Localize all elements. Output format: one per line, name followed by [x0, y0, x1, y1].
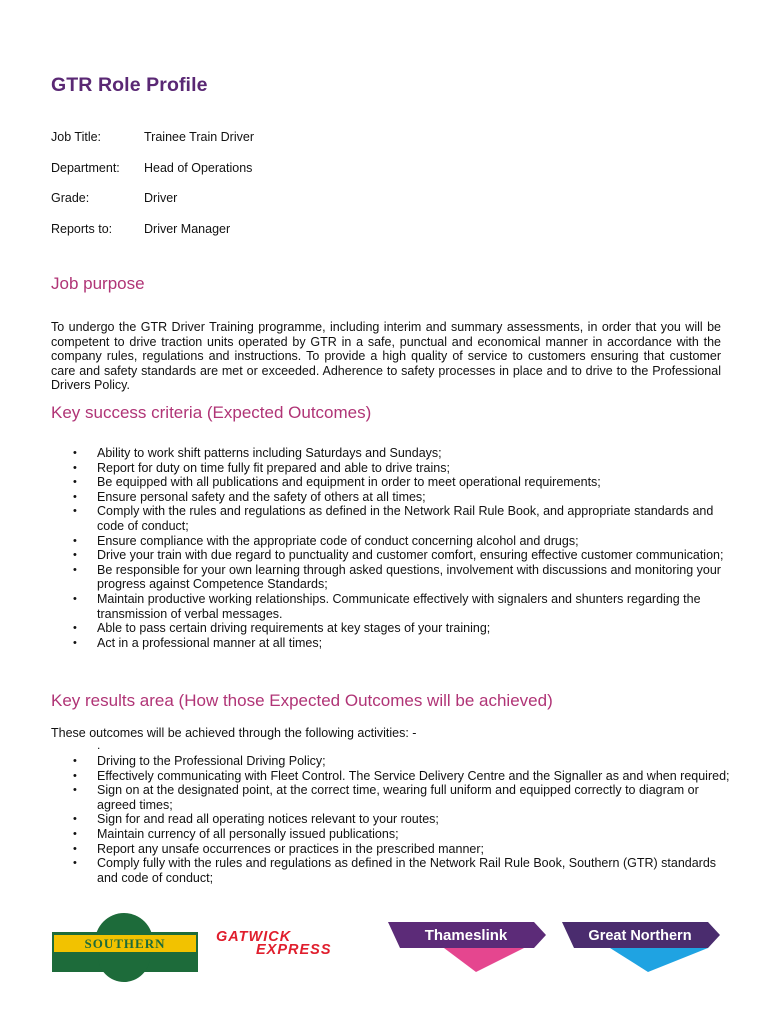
list-item: • Ensure compliance with the appropriate code of conduct concerning alcohol and drugs; [51, 534, 731, 549]
list-item: • Able to pass certain driving requirements at key stages of your training; [51, 621, 731, 636]
results-intro: These outcomes will be achieved through the following activities: - [51, 726, 417, 740]
success-criteria-heading: Key success criteria (Expected Outcomes) [51, 403, 372, 422]
page-title: GTR Role Profile [51, 74, 208, 96]
results-area-list [51, 754, 731, 885]
info-label: Grade: [51, 191, 90, 205]
list-item: • Maintain currency of all personally issued publications; [51, 827, 731, 842]
list-item: • Be equipped with all publications and equipment in order to meet operational requirements; [51, 475, 731, 490]
info-value: Driver [144, 191, 178, 205]
great-northern-logo-text: Great Northern [588, 928, 692, 944]
info-row-job-title [51, 130, 451, 161]
list-item: • Driving to the Professional Driving Policy; [51, 754, 731, 769]
list-item: • Comply with the rules and regulations as defined in the Network Rail Rule Book, and appropriate standards and code of conduct; [51, 504, 731, 533]
info-value: Trainee Train Driver [144, 130, 254, 144]
job-purpose-text: To undergo the GTR Driver Training programme, including interim and summary assessments, in order that you will be competent to drive traction units operated by GTR in a safe, punctual and economical manner in accordance with the company rules, regulations and instructions. To provide a high quality of service to customers ensuring that customer care and safety standards are met or exceeded. Adherence to safety processes in place and to drive to the Professional Drivers Policy. [51, 320, 721, 393]
thameslink-logo [388, 922, 546, 972]
southern-logo-text: SOUTHERN [84, 936, 166, 951]
list-item: • Sign for and read all operating notices relevant to your routes; [51, 812, 731, 827]
gatwick-express-logo [216, 929, 332, 958]
results-area-heading: Key results area (How those Expected Outcomes will be achieved) [51, 691, 553, 710]
gatwick-logo-text: GATWICK [216, 929, 292, 945]
info-value: Head of Operations [144, 160, 253, 175]
list-item: • Sign on at the designated point, at the correct time, wearing full uniform and equipped correctly to diagram or agreed times; [51, 783, 731, 812]
thameslink-logo-text: Thameslink [424, 927, 508, 944]
info-row-reports-to [51, 222, 451, 253]
job-info-table [51, 130, 451, 252]
list-item: • Comply fully with the rules and regulations as defined in the Network Rail Rule Book, Southern (GTR) standards and code of conduct; [51, 856, 731, 885]
info-row-department [51, 161, 451, 192]
info-value: Driver Manager [144, 221, 231, 236]
info-label: Job Title: [51, 130, 102, 144]
list-item: • Ability to work shift patterns including Saturdays and Sundays; [51, 446, 731, 461]
southern-logo [52, 913, 198, 982]
list-item: • Ensure personal safety and the safety of others at all times; [51, 490, 731, 505]
list-item: • Act in a professional manner at all times; [51, 636, 731, 651]
info-label: Department: [51, 160, 120, 175]
list-item: • Drive your train with due regard to punctuality and customer comfort, ensuring effective customer communication; [51, 548, 731, 563]
list-item: • Be responsible for your own learning through asked questions, involvement with discussions and monitoring your progress against Competence Standards; [51, 563, 731, 592]
list-item: • Maintain productive working relationships. Communicate effectively with signalers and shunters regarding the transmission of verbal messages. [51, 592, 731, 621]
great-northern-logo [562, 922, 720, 972]
info-row-grade [51, 191, 451, 222]
success-criteria-list [51, 446, 731, 650]
info-label: Reports to: [51, 221, 113, 236]
job-purpose-heading: Job purpose [51, 274, 145, 293]
list-item: • Report for duty on time fully fit prepared and able to drive trains; [51, 461, 731, 476]
brand-logos-strip [0, 912, 768, 982]
express-logo-text: EXPRESS [256, 942, 332, 958]
stray-dot: . [97, 738, 101, 752]
list-item: • Effectively communicating with Fleet Control. The Service Delivery Centre and the Signaller as and when required; [51, 769, 731, 784]
list-item: • Report any unsafe occurrences or practices in the prescribed manner; [51, 842, 731, 857]
